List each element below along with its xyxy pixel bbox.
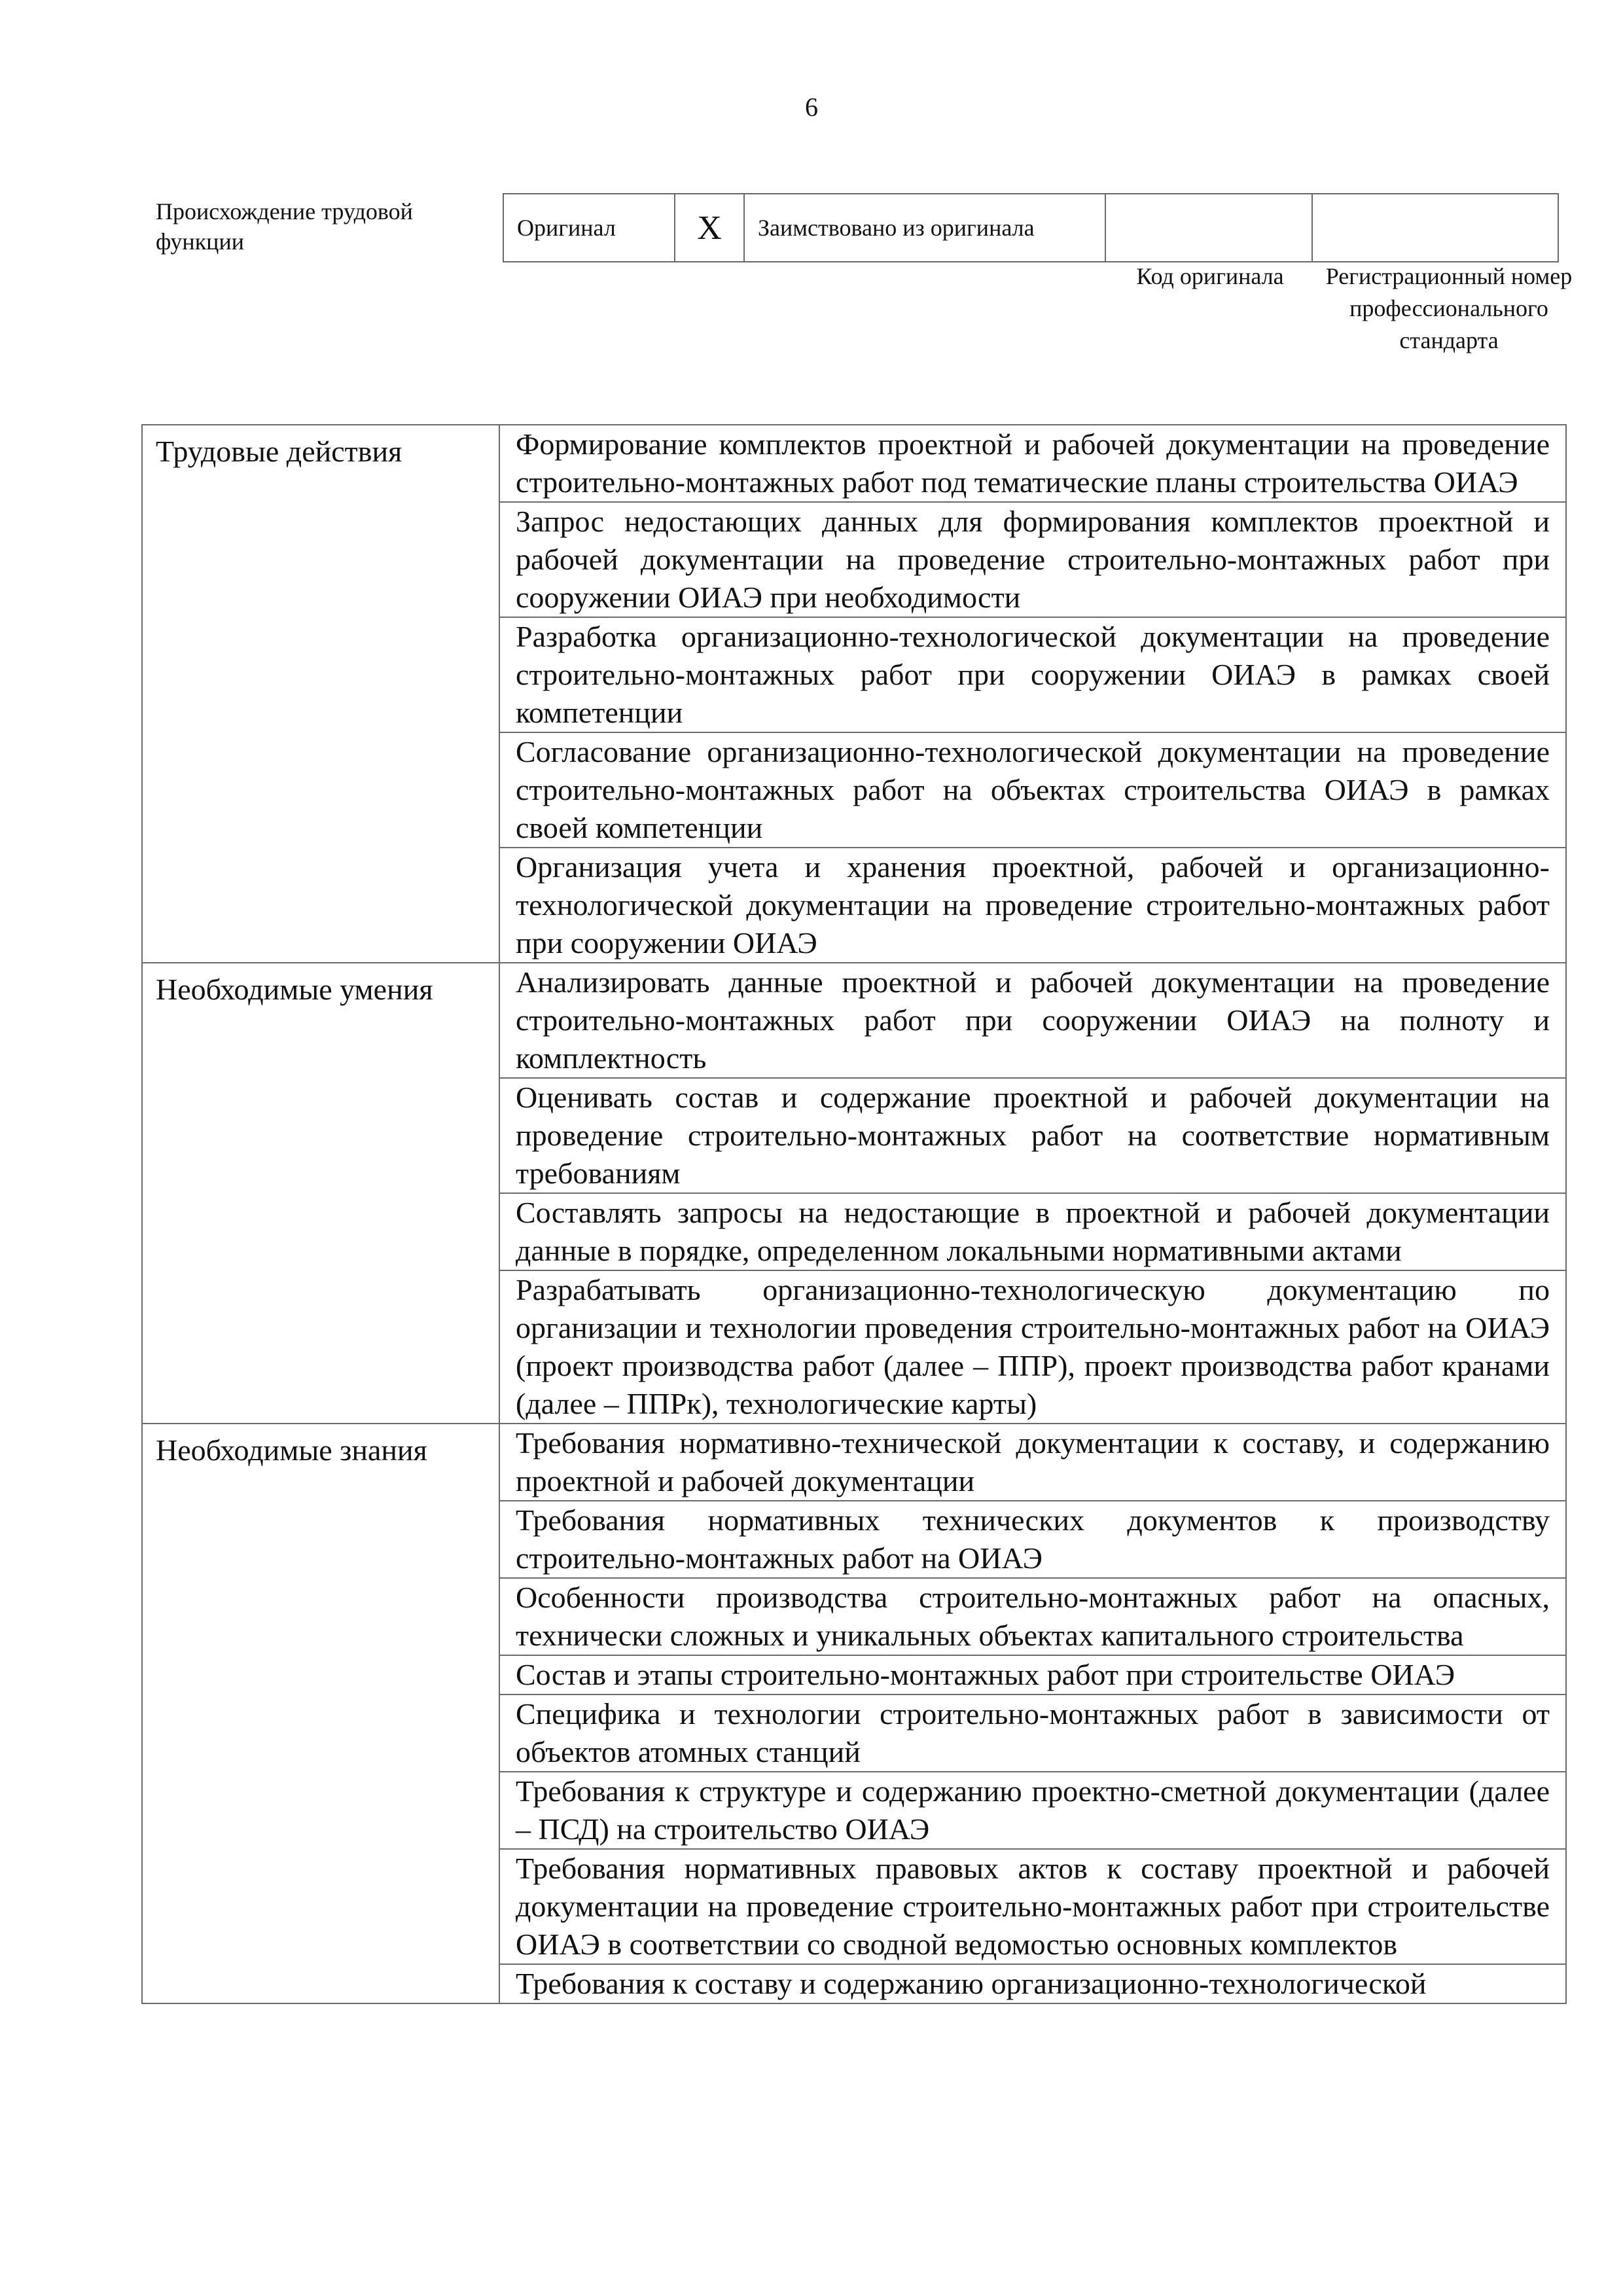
section-item: Анализировать данные проектной и рабочей документации на проведение строительно-монтажных работ при сооружении ОИАЭ на полноту и комплектность [499, 963, 1566, 1078]
section-title-required-skills: Необходимые умения [142, 963, 499, 1424]
section-item: Особенности производства строительно-монтажных работ на опасных, технически сложных и уникальных объектах капитального строительства [499, 1578, 1566, 1655]
table-row [142, 963, 1566, 1078]
original-mark: X [675, 194, 744, 262]
table-row [142, 425, 1566, 502]
origin-label: Происхождение трудовой функции [156, 198, 413, 255]
code-value [1105, 194, 1312, 262]
section-item: Требования к составу и содержанию организационно-технологической [499, 1964, 1566, 2003]
section-title-labor-actions: Трудовые действия [142, 425, 499, 963]
borrowed-label: Заимствовано из оригинала [744, 194, 1105, 262]
section-item: Разработка организационно-технологической документации на проведение строительно-монтажных работ при сооружении ОИАЭ в рамках своей компетенции [499, 617, 1566, 732]
function-table [141, 424, 1567, 2004]
code-caption: Код оригинала [1136, 263, 1284, 289]
section-item: Согласование организационно-технологической документации на проведение строительно-монтажных работ на объектах строительства ОИАЭ в рамках своей компетенции [499, 732, 1566, 848]
section-item: Требования к структуре и содержанию проектно-сметной документации (далее – ПСД) на строительство ОИАЭ [499, 1772, 1566, 1849]
section-item: Требования нормативных правовых актов к составу проектной и рабочей документации на проведение строительно-монтажных работ при строительстве ОИАЭ в соответствии со сводной ведомостью основных комплектов [499, 1849, 1566, 1964]
section-item: Требования нормативных технических документов к производству строительно-монтажных работ на ОИАЭ [499, 1501, 1566, 1578]
section-item: Разрабатывать организационно-технологическую документацию по организации и технологии проведения строительно-монтажных работ на ОИАЭ (проект производства работ (далее – ППР), проект производства работ кранами (далее – ППРк), технологические карты) [499, 1270, 1566, 1424]
section-title-required-knowledge: Необходимые знания [142, 1424, 499, 2003]
section-item: Формирование комплектов проектной и рабочей документации на проведение строительно-монтажных работ под тематические планы строительства ОИАЭ [499, 425, 1566, 502]
origin-table [503, 193, 1559, 262]
page-number: 6 [805, 92, 818, 122]
original-label: Оригинал [503, 194, 675, 262]
reg-caption: Регистрационный номер профессионального стандарта [1325, 263, 1573, 353]
table-row [142, 1424, 1566, 1501]
section-item: Запрос недостающих данных для формирования комплектов проектной и рабочей документации на проведение строительно-монтажных работ при сооружении ОИАЭ при необходимости [499, 502, 1566, 617]
section-item: Оценивать состав и содержание проектной и рабочей документации на проведение строительно-монтажных работ на соответствие нормативным требованиям [499, 1078, 1566, 1193]
function-table-body [142, 425, 1566, 2003]
section-item: Составлять запросы на недостающие в проектной и рабочей документации данные в порядке, определенном локальными нормативными актами [499, 1193, 1566, 1270]
section-item: Организация учета и хранения проектной, рабочей и организационно-технологической документации на проведение строительно-монтажных работ при сооружении ОИАЭ [499, 848, 1566, 963]
section-item: Состав и этапы строительно-монтажных работ при строительстве ОИАЭ [499, 1655, 1566, 1695]
section-item: Специфика и технологии строительно-монтажных работ в зависимости от объектов атомных станций [499, 1695, 1566, 1772]
section-item: Требования нормативно-технической документации к составу, и содержанию проектной и рабочей документации [499, 1424, 1566, 1501]
reg-value [1312, 194, 1558, 262]
